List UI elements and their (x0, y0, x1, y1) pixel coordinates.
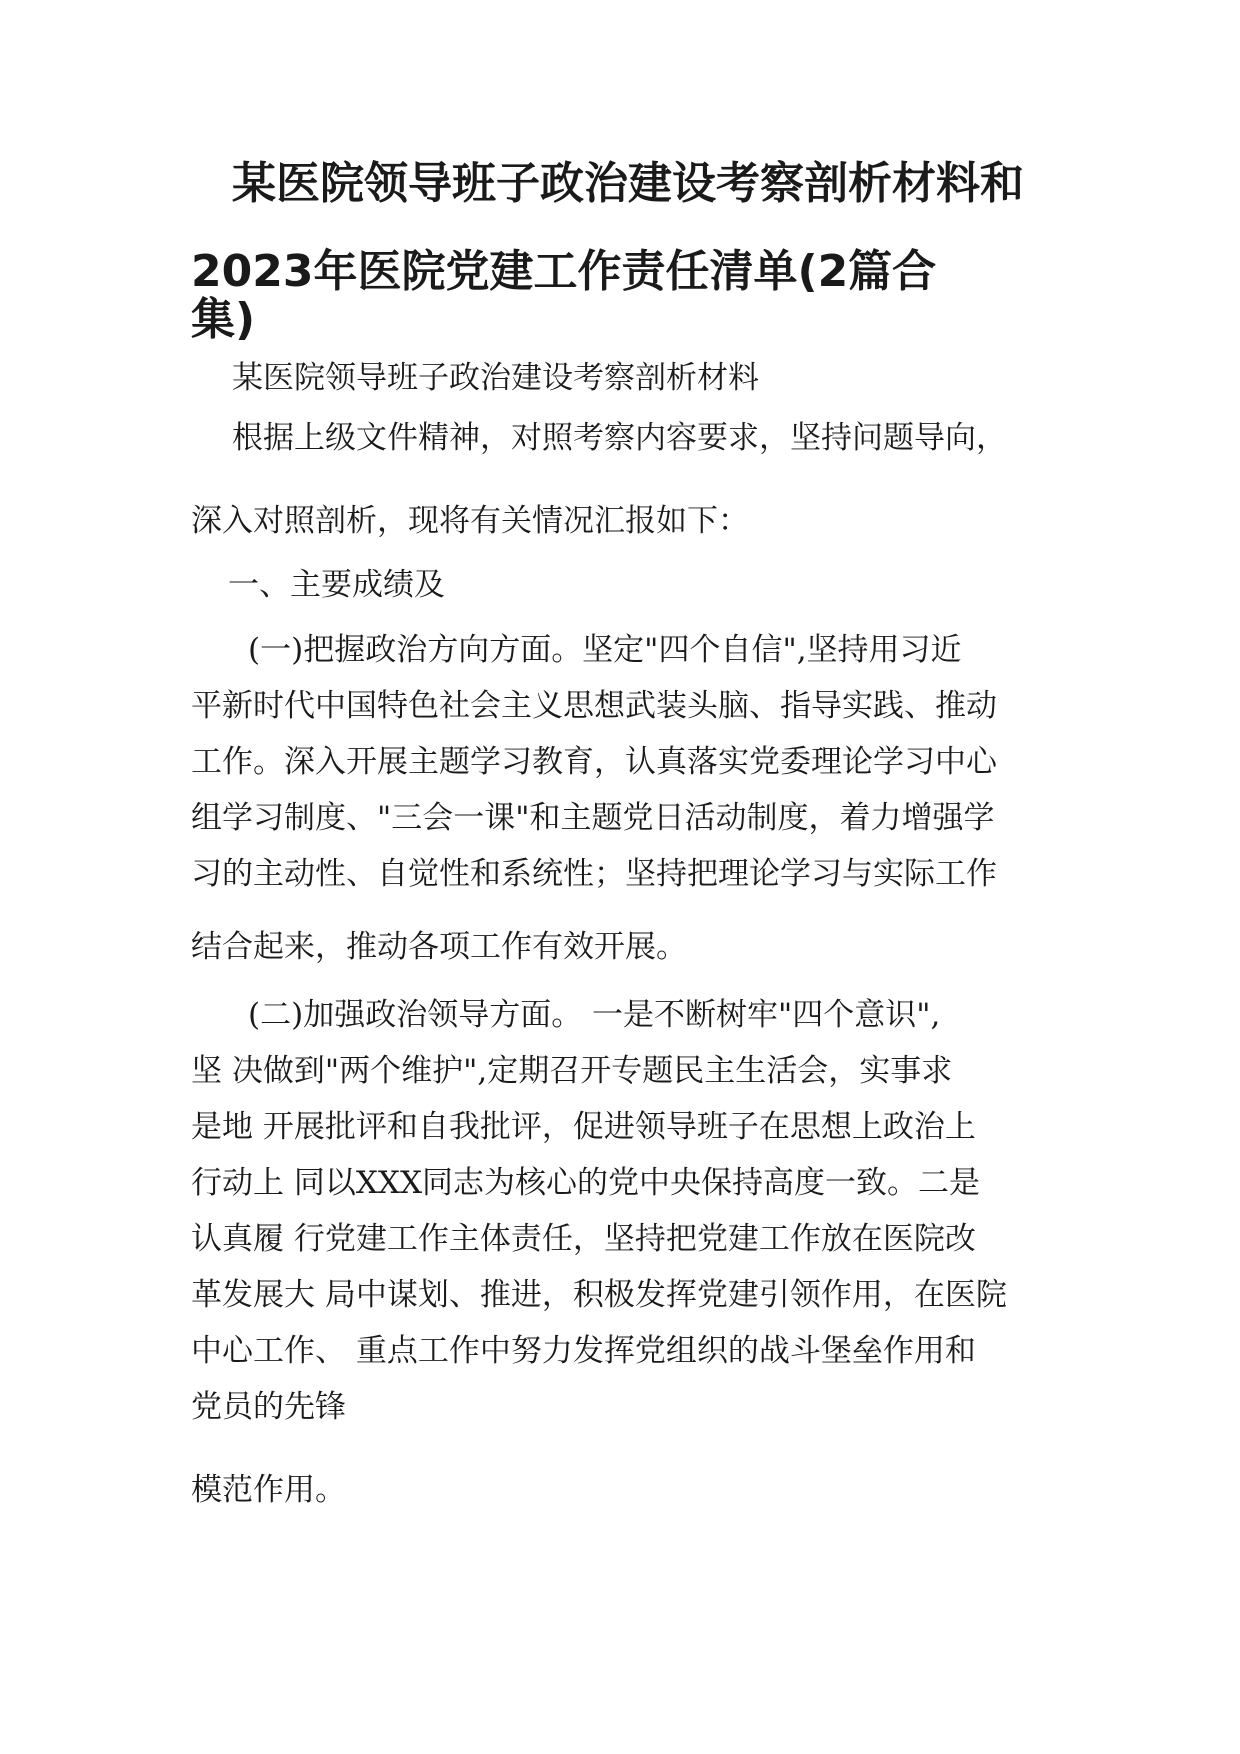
body-line: 深入对照剖析，现将有关情况汇报如下： (191, 503, 749, 539)
document-title-line-1: 某医院领导班子政治建设考察剖析材料和 (232, 158, 1024, 209)
body-line: 平新时代中国特色社会主义思想武装头脑、指导实践、推动 (191, 688, 997, 724)
body-line: (二)加强政治领导方面。 一是不断树牢"四个意识", (248, 997, 941, 1033)
body-line: 习的主动性、自觉性和系统性；坚持把理论学习与实际工作 (191, 856, 997, 892)
document-subtitle: 某医院领导班子政治建设考察剖析材料 (232, 360, 759, 396)
body-line: 行动上 同以XXX同志为核心的党中央保持高度一致。二是 (191, 1165, 981, 1201)
body-line: 结合起来，推动各项工作有效开展。 (191, 929, 687, 965)
body-line: 坚 决做到"两个维护",定期召开专题民主生活会，实事求 (191, 1053, 953, 1089)
body-line: 中心工作、 重点工作中努力发挥党组织的战斗堡垒作用和 (191, 1333, 976, 1369)
body-line: 工作。深入开展主题学习教育，认真落实党委理论学习中心 (191, 744, 997, 780)
body-line: 是地 开展批评和自我批评，促进领导班子在思想上政治上 (191, 1109, 976, 1145)
body-line: 认真履 行党建工作主体责任，坚持把党建工作放在医院改 (191, 1221, 976, 1257)
body-line: 根据上级文件精神，对照考察内容要求，坚持问题导向， (232, 420, 1007, 456)
body-line: 革发展大 局中谋划、推进，积极发挥党建引领作用，在医院 (191, 1277, 1007, 1313)
body-line: (一)把握政治方向方面。坚定"四个自信",坚持用习近 (248, 632, 962, 668)
document-title-line-2: 2023年医院党建工作责任清单(2篇合 (191, 246, 937, 297)
body-line: 模范作用。 (191, 1472, 346, 1508)
document-title-line-3: 集) (191, 294, 256, 345)
body-line: 党员的先锋 (191, 1389, 346, 1425)
body-line: 组学习制度、"三会一课"和主题党日活动制度，着力增强学 (191, 800, 995, 836)
section-heading: 一、主要成绩及 (228, 567, 445, 603)
